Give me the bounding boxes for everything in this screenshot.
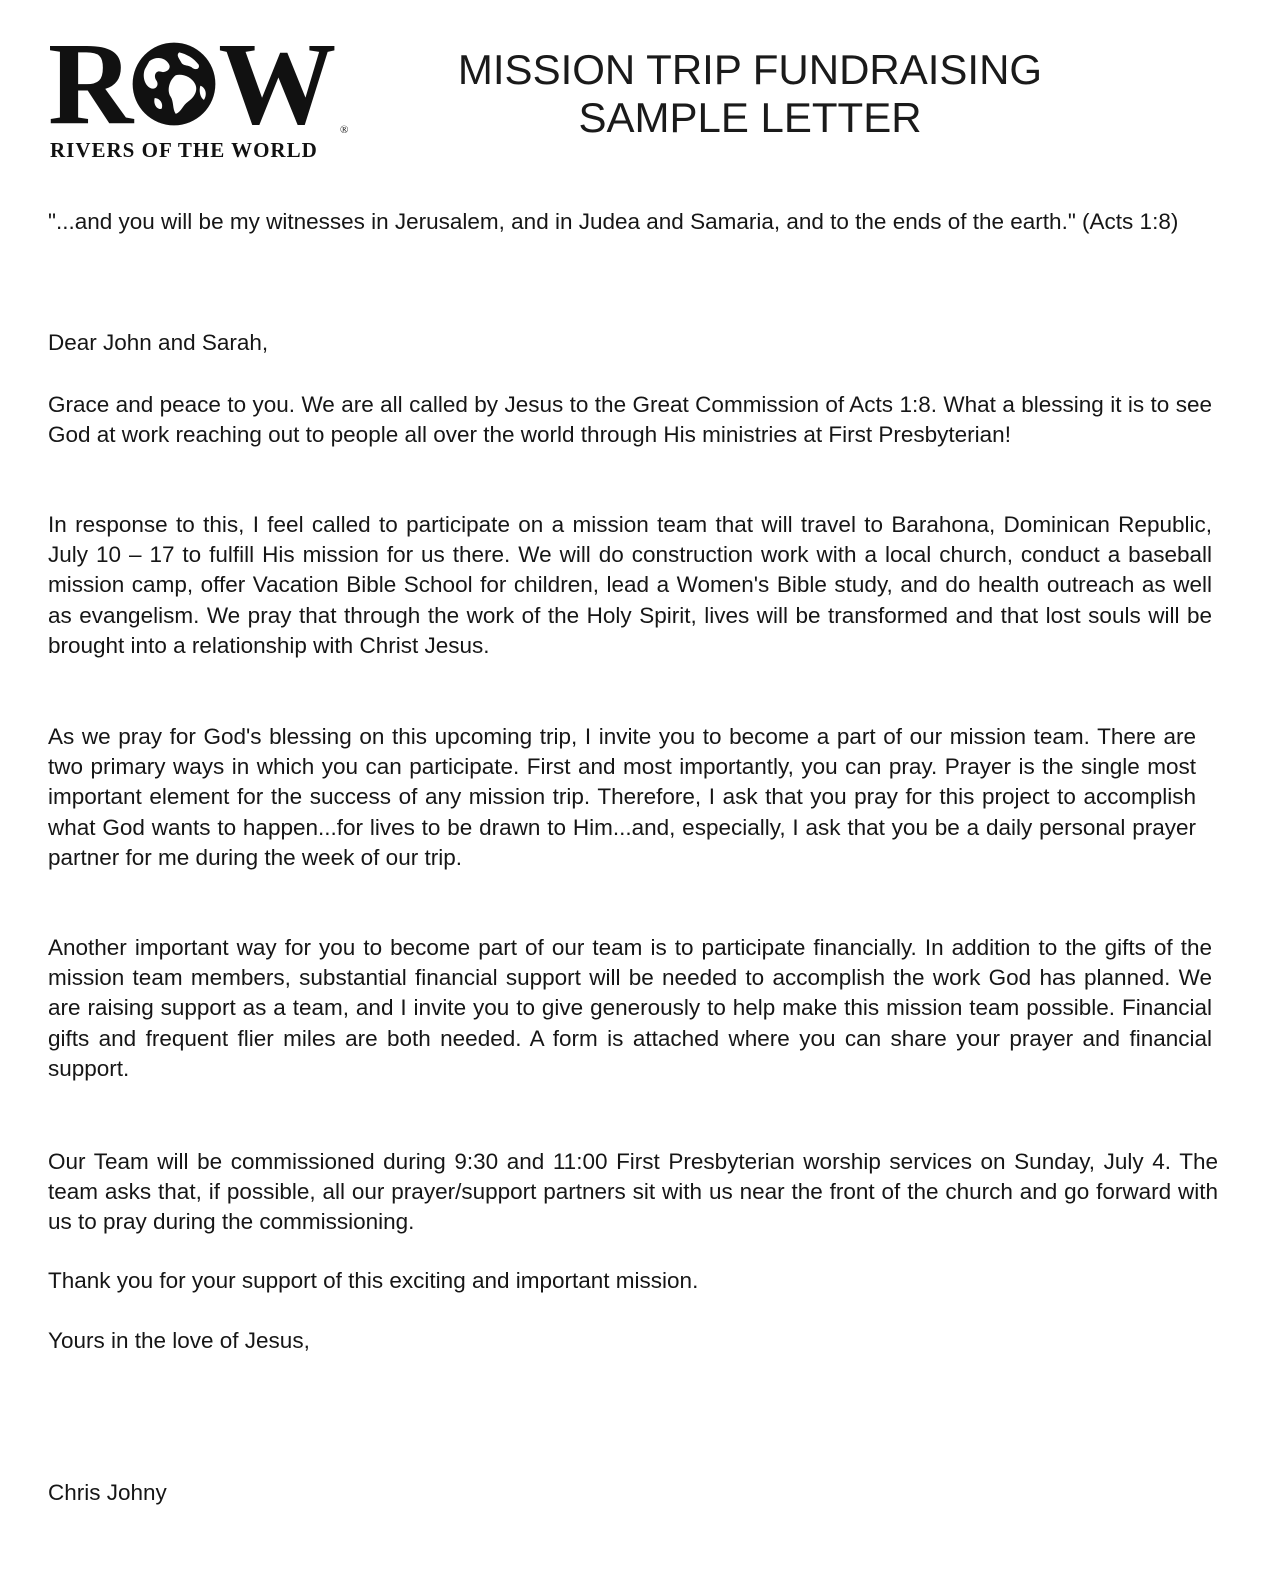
paragraph-commissioning: Our Team will be commissioned during 9:30 and 11:00 First Presbyterian worship services on Sunday, July 4. The team asks that, if possible, all our prayer/support partners sit with us near the front of the church and go forward with us to pray during the commissioning. bbox=[48, 1149, 1218, 1235]
rivers-of-the-world-logo bbox=[48, 18, 360, 162]
paragraph-financial-support: Another important way for you to become part of our team is to participate financially. In addition to the gifts of the mission team members, substantial financial support will be needed to accomplish the work God has planned. We are raising support as a team, and I invite you to give generously to help make this mission team possible. Financial gifts and frequent flier miles are both needed. A form is attached where you can share your prayer and financial support. bbox=[48, 935, 1212, 1081]
title-line-2: SAMPLE LETTER bbox=[578, 94, 922, 141]
thank-you-line: Thank you for your support of this exciting and important mission. bbox=[48, 1268, 699, 1293]
registered-mark: ® bbox=[340, 124, 349, 136]
document-title bbox=[400, 46, 1100, 142]
signature-name: Chris Johny bbox=[48, 1480, 167, 1505]
paragraph-greeting: Grace and peace to you. We are all called by Jesus to the Great Commission of Acts 1:8. What a blessing it is to see God at work reaching out to people all over the world through His ministries at First Presbyterian! bbox=[48, 392, 1212, 448]
globe-icon bbox=[130, 40, 218, 128]
logo-letter-r: R bbox=[48, 18, 131, 149]
scripture-quote: "...and you will be my witnesses in Jerusalem, and in Judea and Samaria, and to the ends of the earth." (Acts 1:8) bbox=[48, 209, 1179, 234]
closing: Yours in the love of Jesus, bbox=[48, 1328, 310, 1353]
salutation: Dear John and Sarah, bbox=[48, 330, 269, 355]
title-line-1: MISSION TRIP FUNDRAISING bbox=[457, 46, 1043, 93]
logo-letter-w: W bbox=[218, 18, 334, 149]
logo-wordmark bbox=[48, 18, 334, 149]
logo-tagline: RIVERS OF THE WORLD bbox=[50, 138, 318, 162]
paragraph-mission-details: In response to this, I feel called to participate on a mission team that will travel to Barahona, Dominican Republic, July 10 – 17 to fulfill His mission for us there. We will do construction work with a local church, conduct a baseball mission camp, offer Vacation Bible School for children, lead a Women's Bible study, and do health outreach as well as evangelism. We pray that through the work of the Holy Spirit, lives will be transformed and that lost souls will be brought into a relationship with Christ Jesus. bbox=[48, 512, 1212, 658]
paragraph-prayer-request: As we pray for God's blessing on this upcoming trip, I invite you to become a part of our mission team. There are two primary ways in which you can participate. First and most importantly, you can pray. Prayer is the single most important element for the success of any mission trip. Therefore, I ask that you pray for this project to accomplish what God wants to happen...for lives to be drawn to Him...and, especially, I ask that you be a daily personal prayer partner for me during the week of our trip. bbox=[48, 724, 1196, 870]
